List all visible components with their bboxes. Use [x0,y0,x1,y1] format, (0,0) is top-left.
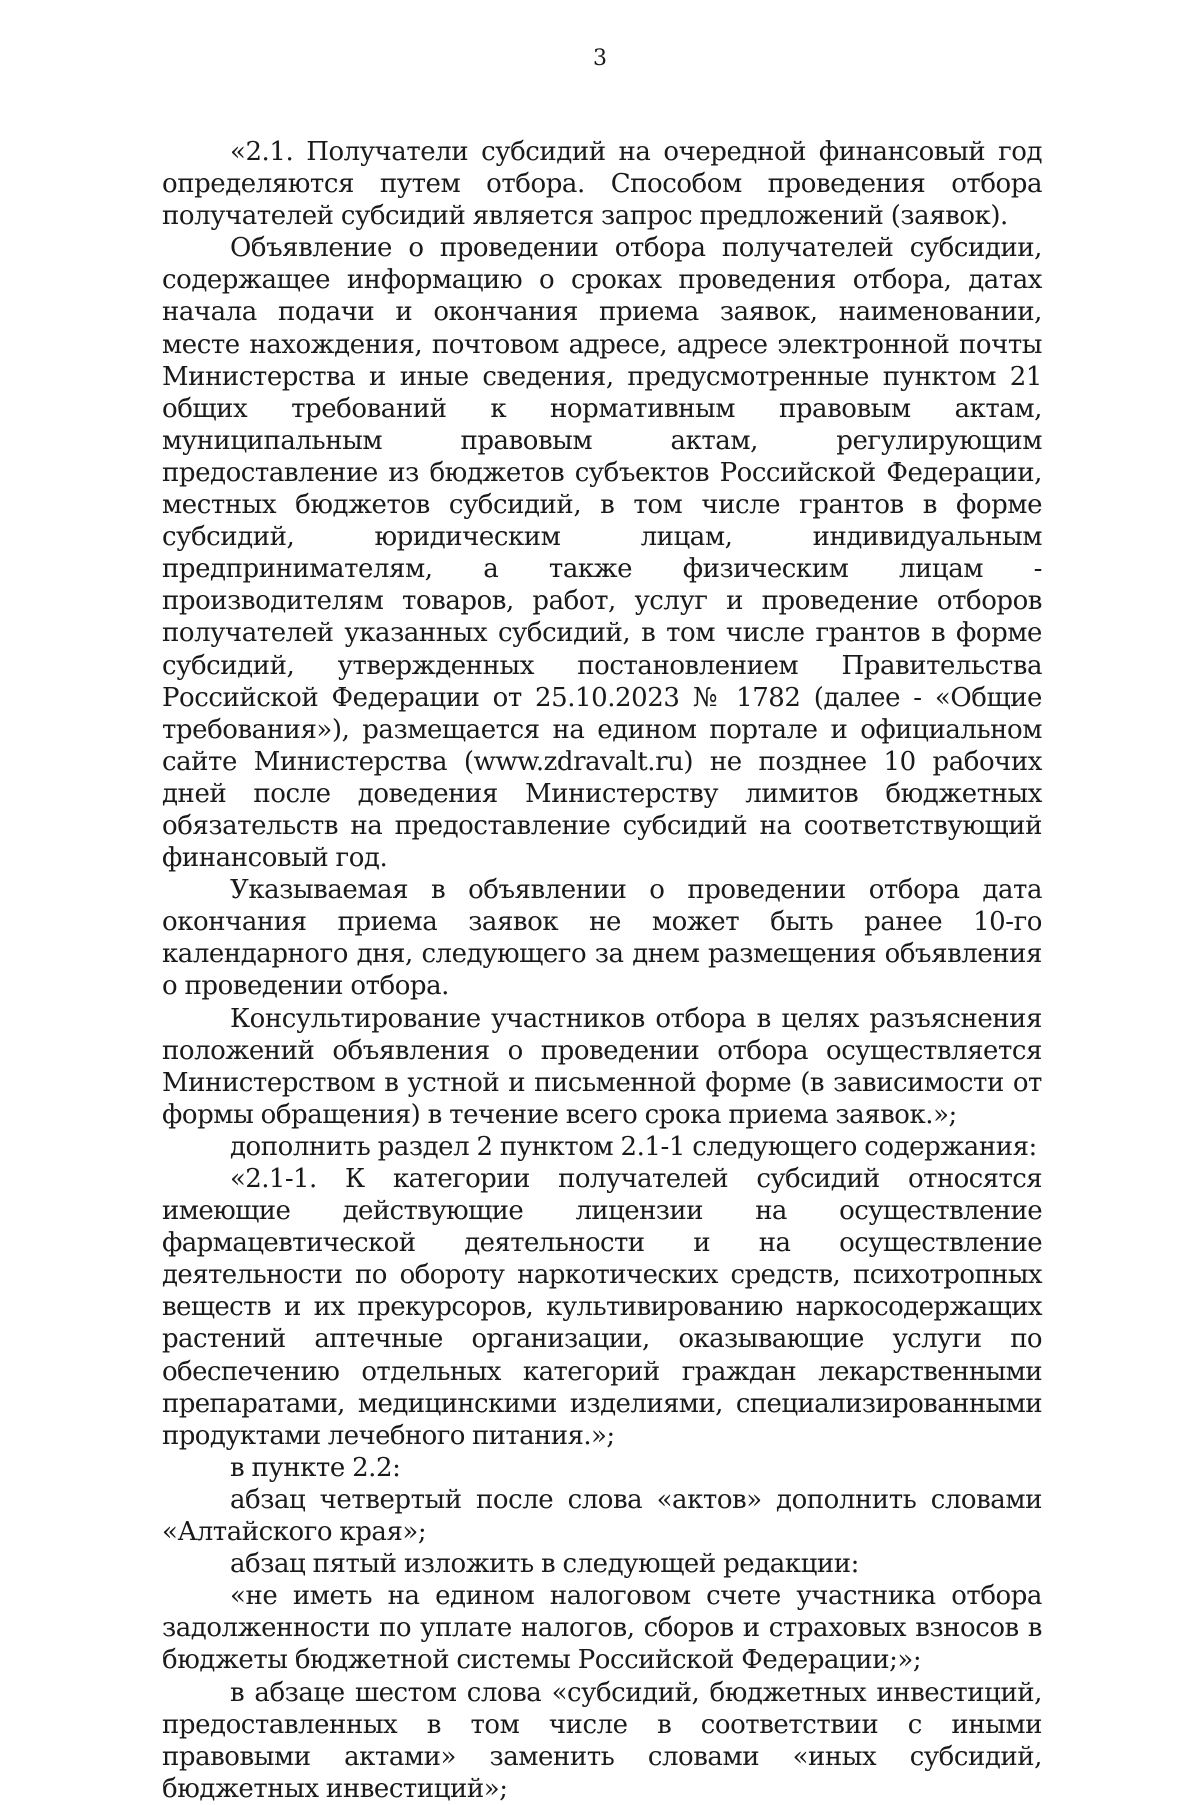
paragraph-abzac-5: абзац пятый изложить в следующей редакции: [230,1549,859,1580]
page-number: 3 [593,46,607,71]
paragraph-tax-debt: «не иметь на едином налоговом счете участника отбора задолженности по уплате налогов, сборов и страховых взносов в бюджеты бюджетной системы Российской Федерации;»; [162,1581,1042,1676]
paragraph-add-2-1-1: дополнить раздел 2 пунктом 2.1-1 следующего содержания: [230,1131,1037,1162]
paragraph-announcement: Объявление о проведении отбора получателей субсидии, содержащее информацию о сроках проведения отбора, датах начала подачи и окончания приема заявок, наименовании, месте нахождения, почтовом адресе, адресе электронной почты Министерства и иные сведения, предусмотренные пунктом 21 общих требований к нормативным правовым актам, муниципальным правовым актам, регулирующим предоставление из бюджетов субъектов Российской Федерации, местных бюджетов субсидий, в том числе грантов в форме субсидий, юридическим лицам, индивидуальным предпринимателям, а также физическим лицам - производителям товаров, работ, услуг и проведение отборов получателей указанных субсидий, в том числе грантов в форме субсидий, утвержденных постановлением Правительства Российской Федерации от 25.10.2023 № 1782 (далее - «Общие требования»), размещается на едином портале и официальном сайте Министерства (www.zdravalt.ru) не позднее 10 рабочих дней после доведения Министерству лимитов бюджетных обязательств на предоставление субсидий на соответствующий финансовый год. [162,233,1042,874]
paragraph-deadline: Указываемая в объявлении о проведении отбора дата окончания приема заявок не может быть ранее 10-го календарного дня, следующего за днем размещения объявления о проведении отбора. [162,875,1042,1002]
paragraph-abzac-4: абзац четвертый после слова «актов» дополнить словами «Алтайского края»; [162,1484,1042,1548]
paragraph-consulting: Консультирование участников отбора в целях разъяснения положений объявления о проведении отбора осуществляется Министерством в устной и письменной форме (в зависимости от формы обращения) в течение всего срока приема заявок.»; [162,1003,1042,1130]
paragraph-2-1-1: «2.1-1. К категории получателей субсидий относятся имеющие действующие лицензии на осуществление фармацевтической деятельности и на осуществление деятельности по обороту наркотических средств, психотропных веществ и их прекурсоров, культивированию наркосодержащих растений аптечные организации, оказывающие услуги по обеспечению отдельных категорий граждан лекарственными препаратами, медицинскими изделиями, специализированными продуктами лечебного питания.»; [162,1164,1042,1451]
paragraph-2-1: «2.1. Получатели субсидий на очередной финансовый год определяются путем отбора. Способом проведения отбора получателей субсидий является запрос предложений (заявок). [162,137,1042,232]
paragraph-abzac-6: в абзаце шестом слова «субсидий, бюджетных инвестиций, предоставленных в том числе в соответствии с иными правовыми актами» заменить словами «иных субсидий, бюджетных инвестиций»; [162,1677,1042,1804]
paragraph-point-2-2: в пункте 2.2: [230,1452,401,1483]
document-body [162,136,1042,1805]
